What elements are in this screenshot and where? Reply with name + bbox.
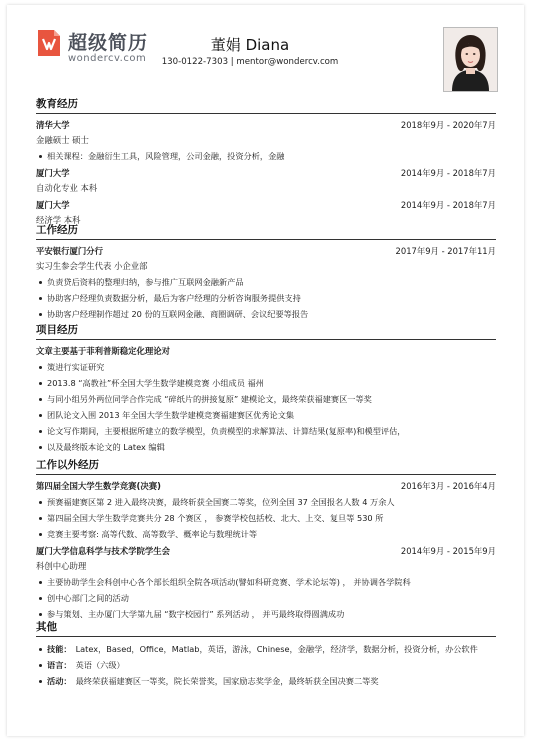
activity-role: 科创中心助理: [36, 561, 87, 571]
item-text: 英语（六级）: [75, 660, 125, 670]
candidate-name: 董娟 Diana: [210, 36, 290, 54]
list-item: 创中心部门之间的活动: [36, 590, 496, 606]
item-label: 语言：: [47, 660, 72, 670]
date-range: 2014年9月 - 2018年7月: [400, 200, 496, 210]
logo-icon: [36, 28, 62, 58]
list-item: 竞赛主要考察: 高等代数、高等数学、概率论与数理统计等: [36, 526, 496, 542]
section-title: 工作以外经历: [36, 459, 99, 471]
list-item: 团队论文入围 2013 年全国大学生数学建模竞赛福建赛区优秀论文集: [36, 407, 496, 423]
list-item: 以及最终版本论文的 Latex 编辑: [36, 439, 496, 455]
section-title: 项目经历: [36, 324, 78, 336]
degree: 经济学 本科: [36, 215, 81, 225]
activity-name: 厦门大学信息科学与技术学院学生会: [36, 546, 170, 556]
item-label: 技能：: [47, 644, 72, 654]
list-item: 主要协助学生会科创中心各个部长组织全院各项活动(譬如科研竞赛、学术论坛等) ， 并协调各学院科: [36, 574, 496, 590]
list-item: 负责贷后资料的整理归纳，参与推广互联网金融新产品: [36, 274, 496, 290]
activity-entry: [36, 544, 496, 559]
school-name: 清华大学: [36, 120, 70, 130]
activity-name: 第四届全国大学生数学竞赛(决赛): [36, 481, 161, 491]
date-range: 2014年9月 - 2015年9月: [400, 546, 496, 556]
date-range: 2018年9月 - 2020年7月: [400, 120, 496, 130]
education-entry: [36, 118, 496, 133]
list-item: [36, 641, 496, 657]
school-name: 厦门大学: [36, 168, 70, 178]
section-title: 其他: [36, 621, 57, 633]
activities-section: [36, 458, 496, 622]
job-role: 实习生参会学生代表 小企业部: [36, 261, 148, 271]
education-entry: [36, 198, 496, 213]
contact-info: 130-0122-7303 | mentor@wondercv.com: [161, 57, 339, 67]
work-entry: [36, 244, 496, 259]
education-section: [36, 97, 496, 228]
other-section: [36, 620, 496, 689]
logo-domain: wondercv.com: [68, 53, 147, 64]
list-item: 策进行实证研究: [36, 359, 496, 375]
date-range: 2014年9月 - 2018年7月: [400, 168, 496, 178]
item-text: 最终荣获福建赛区一等奖，院长荣誉奖，国家励志奖学金，最终斩获全国决赛二等奖: [75, 676, 379, 686]
item-text: Latex，Based，Office，Matlab，英语，游泳，Chinese，金融学，经济学，数据分析，投资分析，办公软件: [75, 644, 478, 654]
company-name: 平安银行厦门分行: [36, 246, 103, 256]
list-item: 参与策划、主办厦门大学第九届 “数字校园行” 系列活动 ， 并丐最终取得圆满成功: [36, 606, 496, 622]
degree: 自动化专业 本科: [36, 183, 98, 193]
list-item: 预赛福建赛区第 2 进入最终决赛，最终斩获全国赛二等奖，位列全国 37 全国报名人数 4 万余人: [36, 494, 496, 510]
list-item: 论文写作期间，主要根据所建立的数学模型，负责模型的求解算法、计算结果(复原率)和模型评估，: [36, 423, 496, 439]
list-item: 第四届全国大学生数学竞赛共分 28 个赛区 ， 参赛学校包括校、北大、上交、复旦等 530 所: [36, 510, 496, 526]
logo-text: 超级简历: [68, 32, 149, 54]
list-item: [36, 657, 496, 673]
section-title: 教育经历: [36, 98, 78, 110]
section-title: 工作经历: [36, 224, 78, 236]
school-name: 厦门大学: [36, 200, 70, 210]
work-section: [36, 223, 496, 322]
date-range: 2016年3月 - 2016年4月: [400, 481, 496, 491]
project-name: 文章主要基于菲利普斯稳定化理论对: [36, 346, 170, 356]
item-label: 活动：: [47, 676, 72, 686]
list-item: 协助客户经理负责数据分析，最后为客户经理的分析咨询服务提供支持: [36, 290, 496, 306]
list-item: 协助客户经理制作超过 20 份的互联网金融、商圈调研、会议纪要等报告: [36, 306, 496, 322]
list-item: 与同小组另外两位同学合作完成 “碎纸片的拼接复原” 建模论文，最终荣获福建赛区一等奖: [36, 391, 496, 407]
list-item: 2013.8 “高教社”杯全国大学生数学建模竞赛 小组成员 福州: [36, 375, 496, 391]
profile-photo: [443, 27, 498, 92]
list-item: 相关课程：金融衍生工具，风险管理，公司金融，投资分析，金融: [36, 148, 496, 164]
degree: 金融硕士 硕士: [36, 135, 89, 145]
list-item: [36, 673, 496, 689]
project-entry: [36, 344, 496, 359]
projects-section: [36, 323, 496, 455]
activity-entry: [36, 479, 496, 494]
education-entry: [36, 166, 496, 181]
date-range: 2017年9月 - 2017年11月: [395, 246, 496, 256]
